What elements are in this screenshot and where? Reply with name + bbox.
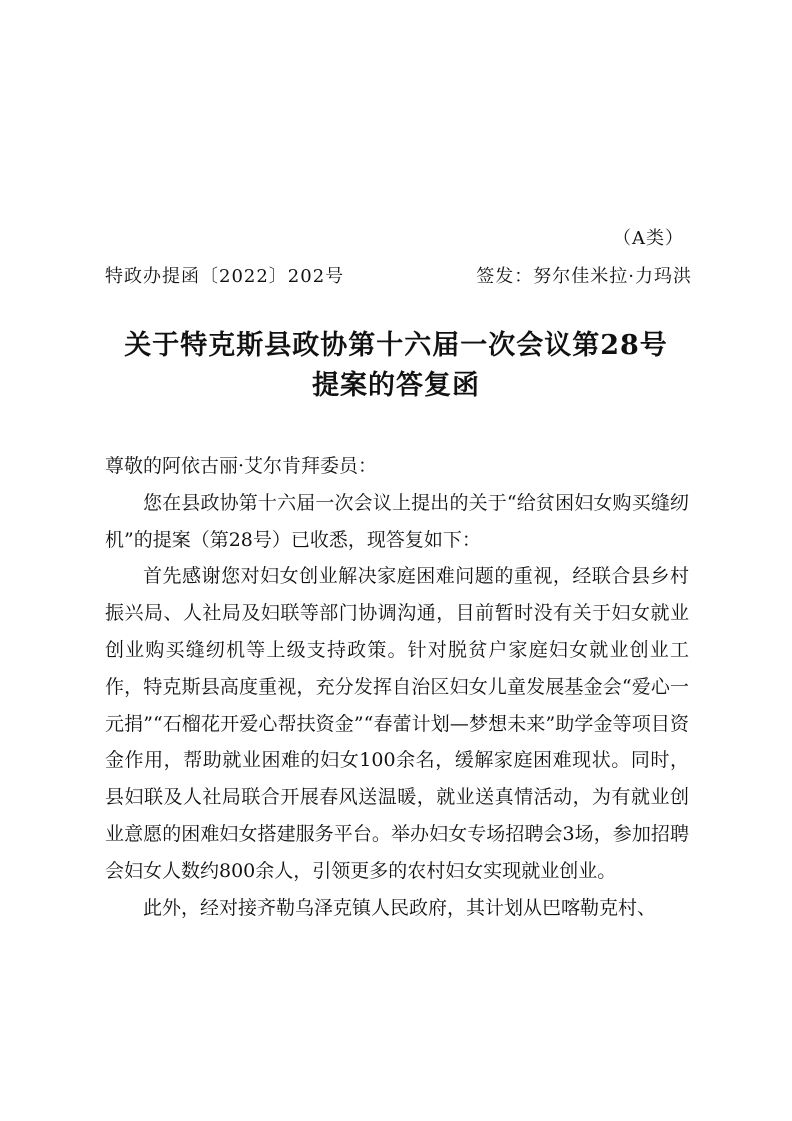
title-line-2: 提案的答复函 [312, 370, 480, 401]
document-signer: 签发：努尔佳米拉·力玛洪 [476, 266, 692, 287]
document-category: （A类） [613, 228, 684, 249]
salutation: 尊敬的阿依古丽·艾尔肯拜委员： [105, 455, 378, 477]
paragraph-response: 首先感谢您对妇女创业解决家庭困难问题的重视，经联合县乡村振兴局、人社局及妇联等部门协调沟通，目前暂时没有关于妇女就业创业购买缝纫机等上级支持政策。针对脱贫户家庭妇女就业创业工作，特克斯县高度重视，充分发挥自治区妇女儿童发展基金会“爱心一元捐”“石榴花开爱心帮扶资金”“春蕾计划—梦想未来”助学金等项目资金作用，帮助就业困难的妇女100余名，缓解家庭困难现状。同时，县妇联及人社局联合开展春风送温暖，就业送真情活动，为有就业创业意愿的困难妇女搭建服务平台。举办妇女专场招聘会3场，参加招聘会妇女人数约800余人，引领更多的农村妇女实现就业创业。 [105, 565, 689, 882]
document-title [0, 326, 792, 406]
document-body [105, 448, 689, 926]
paragraph-acknowledgement: 您在县政协第十六届一次会议上提出的关于“给贫困妇女购买缝纫机”的提案（第28号）已收悉，现答复如下： [105, 491, 689, 551]
title-line-1: 关于特克斯县政协第十六届一次会议第28号 [124, 330, 668, 361]
document-number: 特政办提函〔2022〕202号 [105, 266, 345, 287]
paragraph-additional: 此外，经对接齐勒乌泽克镇人民政府，其计划从巴喀勒克村、 [143, 896, 657, 919]
